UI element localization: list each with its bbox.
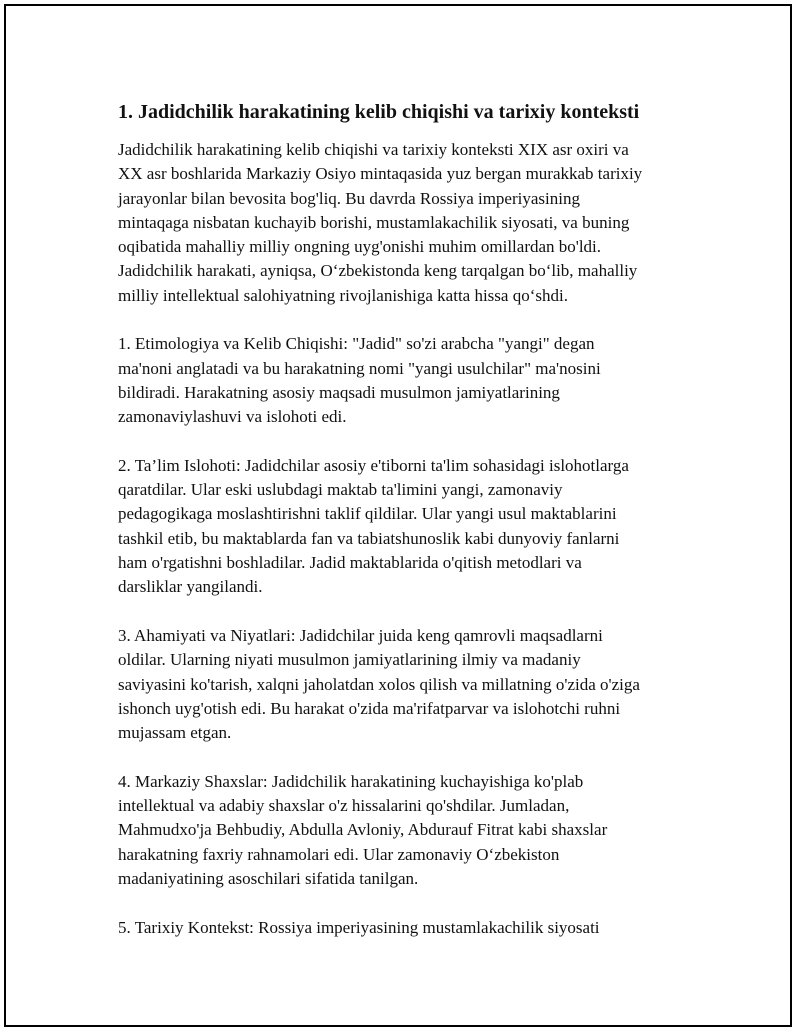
paragraph-line: Mahmudxo'ja Behbudiy, Abdulla Avloniy, Abdurauf Fitrat kabi shaxslar: [118, 820, 608, 840]
paragraph-line: 4. Markaziy Shaxslar: Jadidchilik harakatining kuchayishiga ko'plab: [118, 771, 584, 791]
paragraph-education-reform: [118, 454, 708, 600]
paragraph-line: darsliklar yangilandi.: [118, 577, 263, 597]
paragraph-line: 3. Ahamiyati va Niyatlari: Jadidchilar juida keng qamrovli maqsadlarni: [118, 625, 603, 645]
paragraph-line: 2. Ta’lim Islohoti: Jadidchilar asosiy e'tiborni ta'lim sohasidagi islohotlarga: [118, 455, 629, 475]
paragraph-line: mujassam etgan.: [118, 723, 232, 743]
paragraph-significance: [118, 624, 708, 745]
paragraph-line: jarayonlar bilan bevosita bog'liq. Bu davrda Rossiya imperiyasining: [118, 188, 580, 208]
paragraph-line: zamonaviylashuvi va islohoti edi.: [118, 407, 347, 427]
document-content: [118, 99, 708, 964]
paragraph-line: pedagogikaga moslashtirishni taklif qildilar. Ular yangi usul maktablarini: [118, 504, 617, 524]
paragraph-line: tashkil etib, bu maktablarda fan va tabiatshunoslik kabi dunyoviy fanlarni: [118, 528, 620, 548]
paragraph-central-figures: [118, 770, 708, 891]
paragraph-intro: [118, 138, 708, 308]
paragraph-line: 5. Tarixiy Kontekst: Rossiya imperiyasining mustamlakachilik siyosati: [118, 917, 600, 937]
paragraph-historical-context: [118, 916, 708, 940]
page-frame: [4, 4, 792, 1027]
paragraph-line: oldilar. Ularning niyati musulmon jamiyatlarining ilmiy va madaniy: [118, 650, 581, 670]
paragraph-line: harakatning faxriy rahnamolari edi. Ular zamonaviy O‘zbekiston: [118, 844, 560, 864]
paragraph-line: madaniyatining asoschilari sifatida tanilgan.: [118, 868, 419, 888]
paragraph-line: oqibatida mahalliy milliy ongning uyg'onishi muhim omillardan bo'ldi.: [118, 237, 602, 257]
paragraph-line: intellektual va adabiy shaxslar o'z hissalarini qo'shdilar. Jumladan,: [118, 796, 570, 816]
paragraph-line: ishonch uyg'otish edi. Bu harakat o'zida ma'rifatparvar va islohotchi ruhni: [118, 698, 621, 718]
paragraph-line: milliy intellektual salohiyatning rivojlanishiga katta hissa qo‘shdi.: [118, 285, 568, 305]
paragraph-line: ham o'rgatishni boshladilar. Jadid maktablarida o'qitish metodlari va: [118, 553, 582, 573]
paragraph-line: bildiradi. Harakatning asosiy maqsadi musulmon jamiyatlarining: [118, 382, 560, 402]
paragraph-line: Jadidchilik harakatining kelib chiqishi va tarixiy konteksti XIX asr oxiri va: [118, 140, 629, 159]
paragraph-line: 1. Etimologiya va Kelib Chiqishi: "Jadid" so'zi arabcha "yangi" degan: [118, 334, 595, 354]
paragraph-etymology: [118, 332, 708, 429]
section-heading: 1. Jadidchilik harakatining kelib chiqishi va tarixiy konteksti: [118, 101, 640, 123]
paragraph-line: XX asr boshlarida Markaziy Osiyo mintaqasida yuz bergan murakkab tarixiy: [118, 164, 643, 184]
paragraph-line: ma'noni anglatadi va bu harakatning nomi "yangi usulchilar" ma'nosini: [118, 358, 601, 378]
paragraph-line: saviyasini ko'tarish, xalqni jaholatdan xolos qilish va millatning o'zida o'ziga: [118, 674, 640, 694]
paragraph-line: mintaqaga nisbatan kuchayib borishi, mustamlakachilik siyosati, va buning: [118, 212, 630, 232]
paragraph-line: Jadidchilik harakati, ayniqsa, O‘zbekistonda keng tarqalgan bo‘lib, mahalliy: [118, 261, 638, 281]
paragraph-line: qaratdilar. Ular eski uslubdagi maktab ta'limini yangi, zamonaviy: [118, 480, 563, 500]
